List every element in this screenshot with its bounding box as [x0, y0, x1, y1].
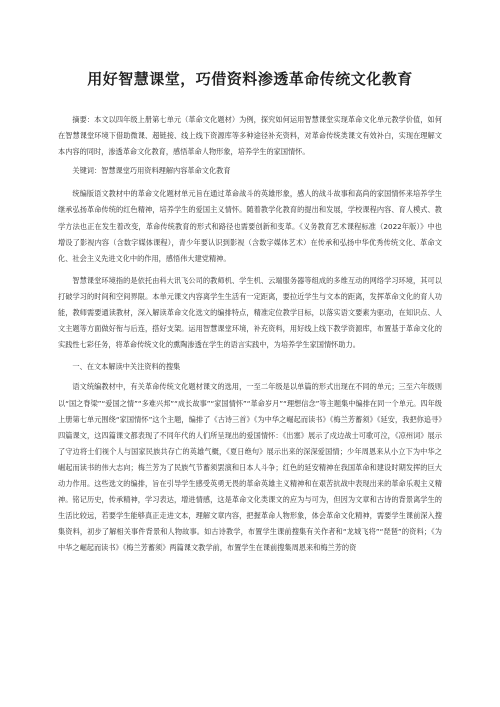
body-paragraph-2: 智慧课堂环境指的是依托由科大讯飞公司的教师机、学生机、云端服务器等组成的多维互动的网络学习环境，其可以打破学习的时间和空间界限。本单元课文内容离学生生活有一定距离，要拉近学生与文本的距离，发挥革命文化的育人功能，教师需要通读教材，深入解读革命文化选文的编排特点，精准定位教学目标，以落实语文要素为驱动，在知识点、人文主题等方面做好衔与后连，搭好支架。运用智慧课堂环境，补充资料，用好线上线下教学资源库，布置基于革命文化的实践性七彩任务，将革命传统文化的熏陶渗透在学生的语言实践中，为培养学生家国情怀助力。 — [58, 275, 442, 350]
keywords: 关键词：智慧课堂巧用资料理解内容革命文化教育 — [72, 166, 231, 176]
section-paragraph: 语文统编教材中，有关革命传统文化题材课文的选用，一至二年级是以单篇的形式出现在不同的单元；三至六年级则以“国之脊梁”“爱国之情”“多难兴邦”“成长故事”“家国情怀”“革命岁月”“理想信念”等主题集中编排在同一个单元。四年级上册第七单元围绕“家国情怀”这个主题，编排了《古诗三首》《为中华之崛起而读书》《梅兰芳蓄须》《延安，我把你追寻》四篇课文，这四篇课文都表现了不同年代的人们所呈现出的爱国情怀：《出塞》展示了戍边战士可歌可泣，《凉州词》展示了守边将士们视个人与国家民族共存亡的英雄气概，《夏日绝句》展示出来的深深爱国情；少年周恩来从小立下为中华之崛起而读书的伟大志向；梅兰芳为了民族气节蓄须罢演和日本人斗争；红色的延安精神在我国革命和建设时期发挥的巨大动力作用。这些选文的编排，旨在引导学生感受英勇无畏的革命英雄主义精神和在艰苦抗战中表现出来的革命乐观主义精神。铭记历史，传承精神，学习表达，增进情感，这是革命文化类课文的应为与可为，但因为文章和古诗的背景离学生的生活比较远，若要学生能够真正走进文本，理解文章内容，把握革命人物形象，体会革命文化精神，需要学生课前深入搜集资料，初步了解相关事件背景和人物故事。如古诗教学，布置学生课前搜集有关作者和“龙城飞将”“琵琶”的资料；《为中华之崛起而读书》《梅兰芳蓄须》两篇课文教学前，布置学生在课前搜集周恩来和梅兰芳的资 — [58, 382, 442, 553]
paper-title: 用好智慧课堂，巧借资料渗透革命传统文化教育 — [87, 70, 413, 88]
abstract: 摘要：本文以四年级上册第七单元（革命文化题材）为例，探究如何运用智慧课堂实现革命文化单元教学价值，如何在智慧课堂环境下借助微课、超链接、线上线下资源库等多种途径补充资料，对革命传统类课文有效补白，实现在理解文本内容的同时，渗透革命文化教育，感悟革命人物形象，培养学生的家国情怀。 — [58, 115, 442, 157]
section-heading: 一、在文本解读中关注资料的搜集 — [72, 362, 181, 372]
body-paragraph-1: 统编版语文教材中的革命文化题材单元旨在通过革命战斗的英雄形象，感人的战斗故事和高尚的家国情怀来培养学生继承弘扬革命传统的红色精神，培养学生的爱国主义情怀。随着教学化教育的提出和发展，学校课程内容、育人模式、教学方法也正在发生着改变，革命传统教育的形式和路径也需要创新和变革。《义务教育艺术课程标准（2022年版）》中也增设了影视内容（含数字媒体课程），青少年要认识到影视（含数字媒体艺术）在传承和弘扬中华优秀传统文化、革命文化、社会主义先进文化中的作用，感悟伟大建党精神。 — [58, 189, 442, 263]
